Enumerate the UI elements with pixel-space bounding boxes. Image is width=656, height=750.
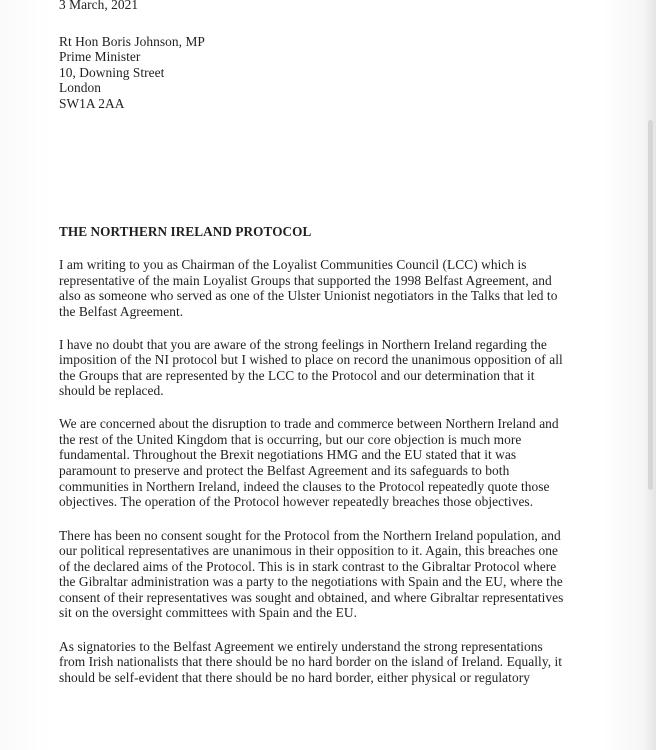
paragraph-3-line-2: the rest of the United Kingdom that is occurring, but our core objection is much more — [59, 432, 522, 447]
paragraph-5-line-2: from Irish nationalists that there should be no hard border on the island of Ireland. Equally, it — [59, 654, 563, 669]
letter-subject: THE NORTHERN IRELAND PROTOCOL — [59, 224, 312, 239]
paragraph-5-line-3: should be self-evident that there should be no hard border, either physical or regulatory — [59, 670, 530, 685]
paragraph-1-line-1: I am writing to you as Chairman of the Loyalist Communities Council (LCC) which is — [59, 257, 527, 272]
recipient-street: 10, Downing Street — [59, 65, 165, 80]
recipient-title: Prime Minister — [59, 49, 141, 64]
paragraph-4-line-4: the Gibraltar administration was a party to the negotiations with Spain and the EU, where the — [59, 574, 563, 589]
paragraph-2-line-3: the Groups that are represented by the LCC to the Protocol and our determination that it — [59, 368, 535, 383]
paragraph-3-line-6: objectives. The operation of the Protocol however repeatedly breaches those objectives. — [59, 494, 534, 509]
paragraph-4-line-1: There has been no consent sought for the Protocol from the Northern Ireland population, and — [59, 528, 561, 543]
letter-date: 3 March, 2021 — [59, 0, 139, 12]
paragraph-1-line-3: also as someone who served as one of the Ulster Unionist negotiators in the Talks that led to — [59, 288, 558, 303]
paragraph-4-line-6: sit on the oversight committees with Spain and the EU. — [59, 605, 357, 620]
paragraph-2-line-1: I have no doubt that you are aware of the strong feelings in Northern Ireland regarding the — [59, 337, 547, 352]
paragraph-1-line-4: the Belfast Agreement. — [59, 304, 184, 319]
paragraph-2-line-2: imposition of the NI protocol but I wished to place on record the unanimous opposition of all — [59, 352, 563, 367]
paragraph-1-line-2: representative of the main Loyalist Groups that supported the 1998 Belfast Agreement, and — [59, 273, 552, 288]
paragraph-4-line-5: consent of their representatives was sought and obtained, and where Gibraltar representatives — [59, 590, 564, 605]
paragraph-4-line-3: of the declared aims of the Protocol. This is in stark contrast to the Gibraltar Protocol where — [59, 559, 557, 574]
scrollbar-thumb[interactable] — [648, 120, 653, 490]
recipient-city: London — [59, 80, 101, 95]
paragraph-3-line-4: paramount to preserve and protect the Belfast Agreement and its safeguards to both — [59, 463, 510, 478]
paragraph-4-line-2: our political representatives are unanimous in their opposition to it. Again, this breaches one — [59, 543, 558, 558]
paragraph-3-line-3: fundamental. Throughout the Brexit negotiations HMG and the EU stated that it was — [59, 447, 517, 462]
recipient-name: Rt Hon Boris Johnson, MP — [59, 34, 205, 49]
paragraph-3-line-1: We are concerned about the disruption to trade and commerce between Northern Ireland and — [59, 416, 559, 431]
paragraph-2-line-4: should be replaced. — [59, 383, 164, 398]
paragraph-5-line-1: As signatories to the Belfast Agreement we entirely understand the strong representations — [59, 639, 543, 654]
paragraph-3-line-5: communities in Northern Ireland, indeed the clauses to the Protocol repeatedly quote those — [59, 479, 550, 494]
recipient-postcode: SW1A 2AA — [59, 96, 125, 111]
